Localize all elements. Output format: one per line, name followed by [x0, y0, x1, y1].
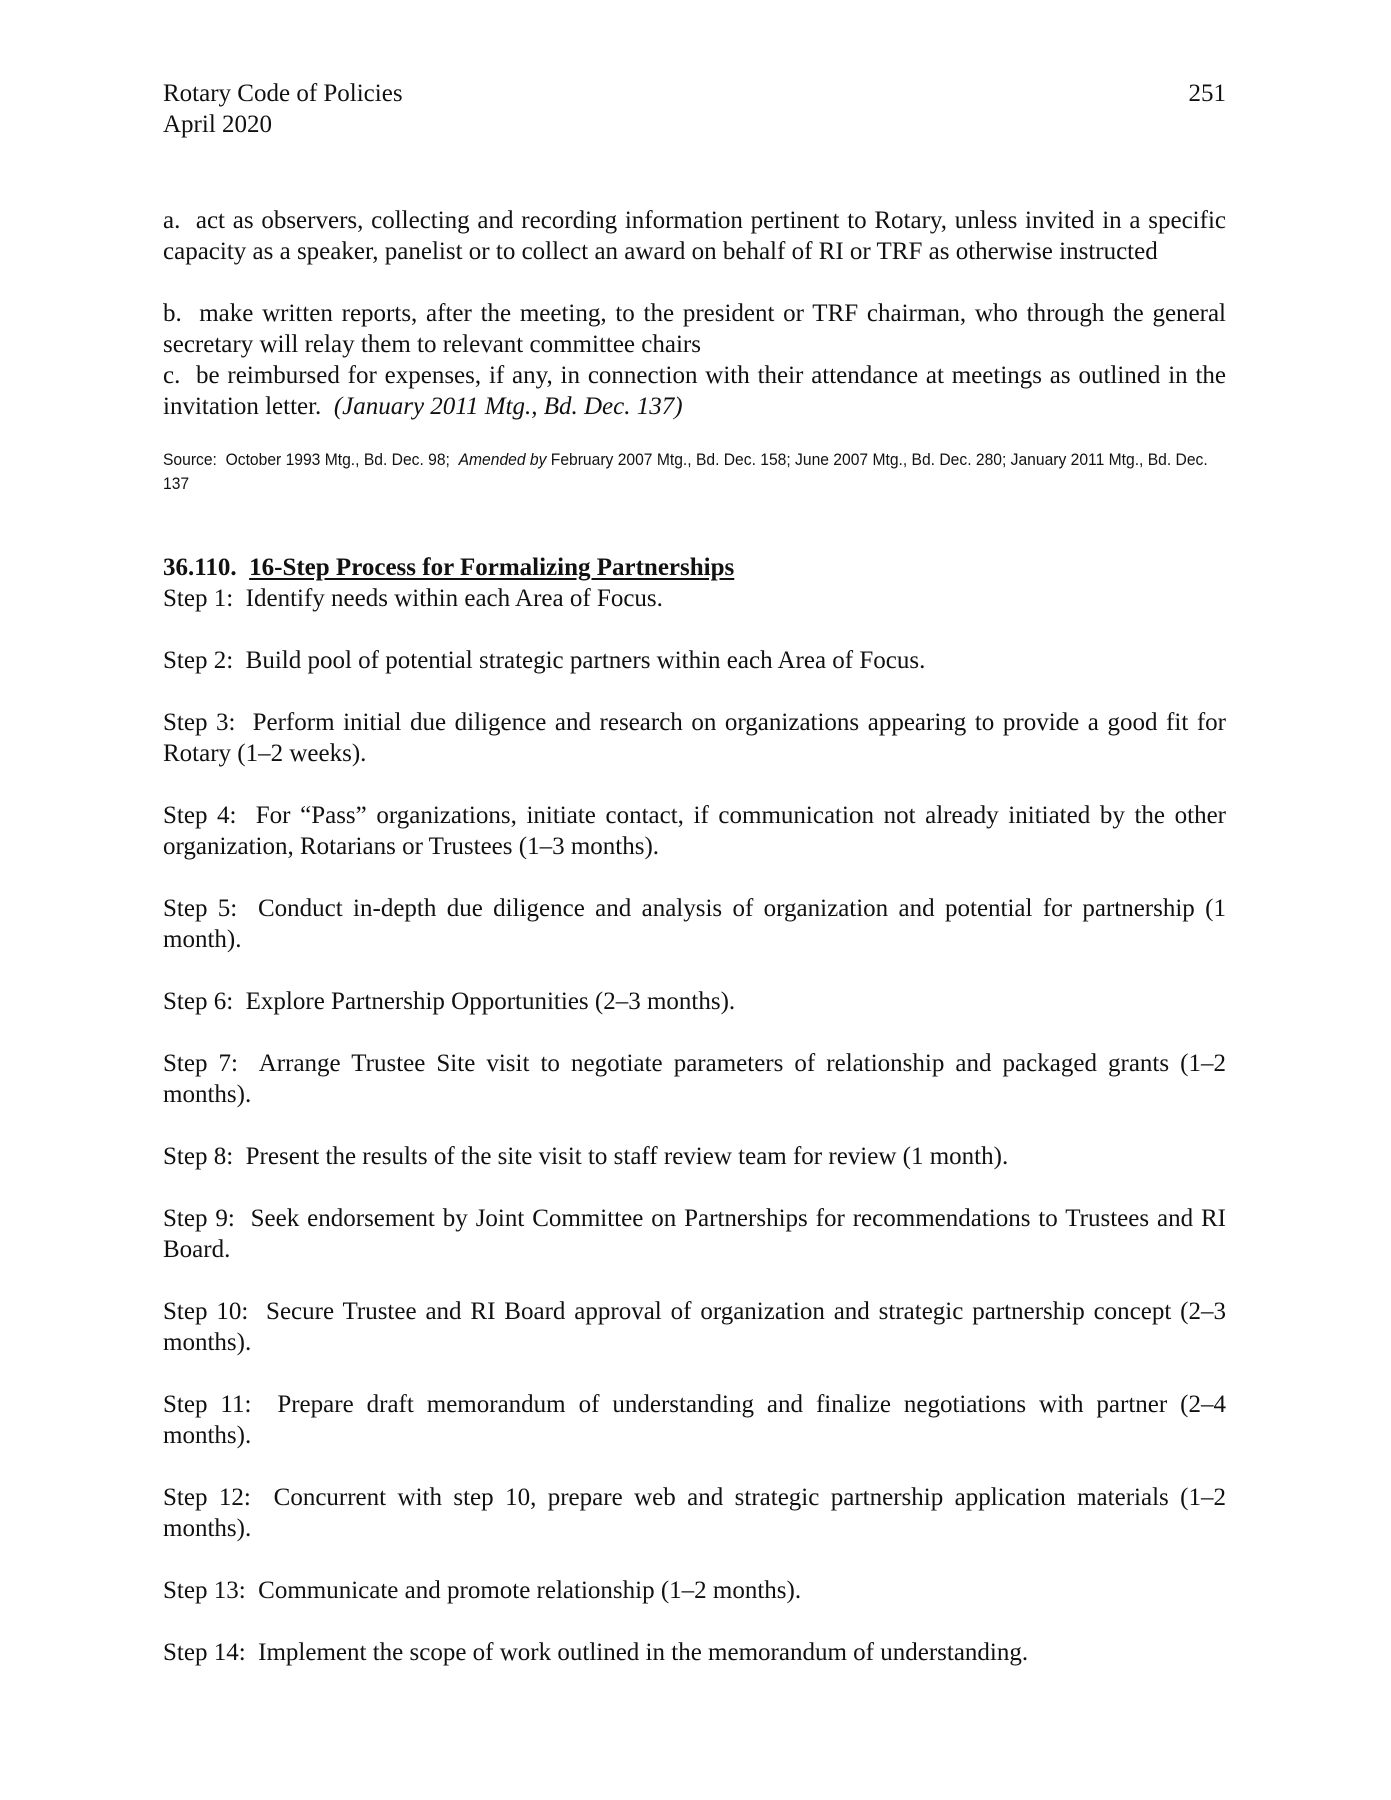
list-text: act as observers, collecting and recording information pertinent to Rotary, unless invited in a specific capacity as a speaker, panelist or to collect an award on behalf of RI or TRF as otherwise instructed: [163, 207, 1226, 265]
step-text: Prepare draft memorandum of understanding and finalize negotiations with partner (2–4 months).: [163, 1391, 1227, 1449]
document-date: April 2020: [163, 111, 273, 138]
citation: (January 2011 Mtg., Bd. Dec. 137): [333, 393, 683, 420]
step-text: Build pool of potential strategic partners within each Area of Focus.: [245, 647, 926, 674]
source-label: Source:: [163, 450, 217, 469]
step-14: [163, 1637, 1226, 1668]
step-12: [163, 1482, 1226, 1544]
step-8: [163, 1141, 1226, 1172]
list-marker: a.: [163, 207, 181, 234]
step-text: Identify needs within each Area of Focus.: [245, 585, 663, 612]
step-label: Step 8:: [163, 1143, 234, 1170]
step-label: Step 3:: [163, 709, 236, 736]
step-1: [163, 583, 1226, 614]
step-4: [163, 800, 1226, 862]
page-number: 251: [1188, 80, 1226, 107]
step-6: [163, 986, 1226, 1017]
step-3: [163, 707, 1226, 769]
step-2: [163, 645, 1226, 676]
step-label: Step 7:: [163, 1050, 238, 1077]
list-marker: b.: [163, 300, 182, 327]
list-item-b: [163, 298, 1226, 360]
step-label: Step 10:: [163, 1298, 249, 1325]
step-label: Step 12:: [163, 1484, 251, 1511]
list-item-c: [163, 360, 1226, 422]
step-text: Concurrent with step 10, prepare web and strategic partnership application materials (1–2 months).: [163, 1484, 1226, 1542]
step-text: Seek endorsement by Joint Committee on Partnerships for recommendations to Trustees and RI Board.: [163, 1205, 1226, 1263]
source-amendments: February 2007 Mtg., Bd. Dec. 158; June 2007 Mtg., Bd. Dec. 280; January 2011 Mtg., Bd. Dec. 137: [163, 450, 1208, 493]
step-text: Explore Partnership Opportunities (2–3 months).: [245, 988, 736, 1015]
list-item-a: [163, 205, 1226, 267]
step-label: Step 5:: [163, 895, 238, 922]
step-text: Secure Trustee and RI Board approval of organization and strategic partnership concept (2–3 months).: [163, 1298, 1227, 1356]
list-marker: c.: [163, 362, 181, 389]
amended-label: Amended by: [458, 450, 547, 469]
source-note: [163, 448, 1226, 496]
source-text: October 1993 Mtg., Bd. Dec. 98;: [225, 450, 450, 469]
step-label: Step 9:: [163, 1205, 235, 1232]
step-label: Step 13:: [163, 1577, 246, 1604]
step-label: Step 6:: [163, 988, 234, 1015]
list-text: make written reports, after the meeting, to the president or TRF chairman, who through the general secretary will relay them to relevant committee chairs: [163, 300, 1226, 358]
step-text: Arrange Trustee Site visit to negotiate parameters of relationship and packaged grants (1–2 months).: [163, 1050, 1226, 1108]
step-text: Implement the scope of work outlined in the memorandum of understanding.: [258, 1639, 1029, 1666]
step-text: Present the results of the site visit to staff review team for review (1 month).: [245, 1143, 1009, 1170]
step-5: [163, 893, 1226, 955]
step-7: [163, 1048, 1226, 1110]
step-label: Step 11:: [163, 1391, 252, 1418]
step-13: [163, 1575, 1226, 1606]
step-label: Step 4:: [163, 802, 237, 829]
step-9: [163, 1203, 1226, 1265]
step-text: Communicate and promote relationship (1–2 months).: [258, 1577, 802, 1604]
list-text: be reimbursed for expenses, if any, in connection with their attendance at meetings as outlined in the invitation letter.: [163, 362, 1226, 420]
page-header: [163, 78, 1226, 140]
step-11: [163, 1389, 1226, 1451]
section-title: 16-Step Process for Formalizing Partnerships: [249, 554, 735, 581]
step-label: Step 14:: [163, 1639, 246, 1666]
section-number: 36.110.: [163, 554, 237, 581]
document-title: Rotary Code of Policies: [163, 80, 403, 107]
step-text: Conduct in-depth due diligence and analysis of organization and potential for partnership (1 month).: [163, 895, 1226, 953]
step-label: Step 2:: [163, 647, 234, 674]
section-heading: [163, 552, 734, 583]
step-label: Step 1:: [163, 585, 234, 612]
step-text: For “Pass” organizations, initiate contact, if communication not already initiated by the other organization, Rotarians or Trustees (1–3 months).: [163, 802, 1226, 860]
step-text: Perform initial due diligence and research on organizations appearing to provide a good fit for Rotary (1–2 weeks).: [163, 709, 1226, 767]
step-10: [163, 1296, 1226, 1358]
